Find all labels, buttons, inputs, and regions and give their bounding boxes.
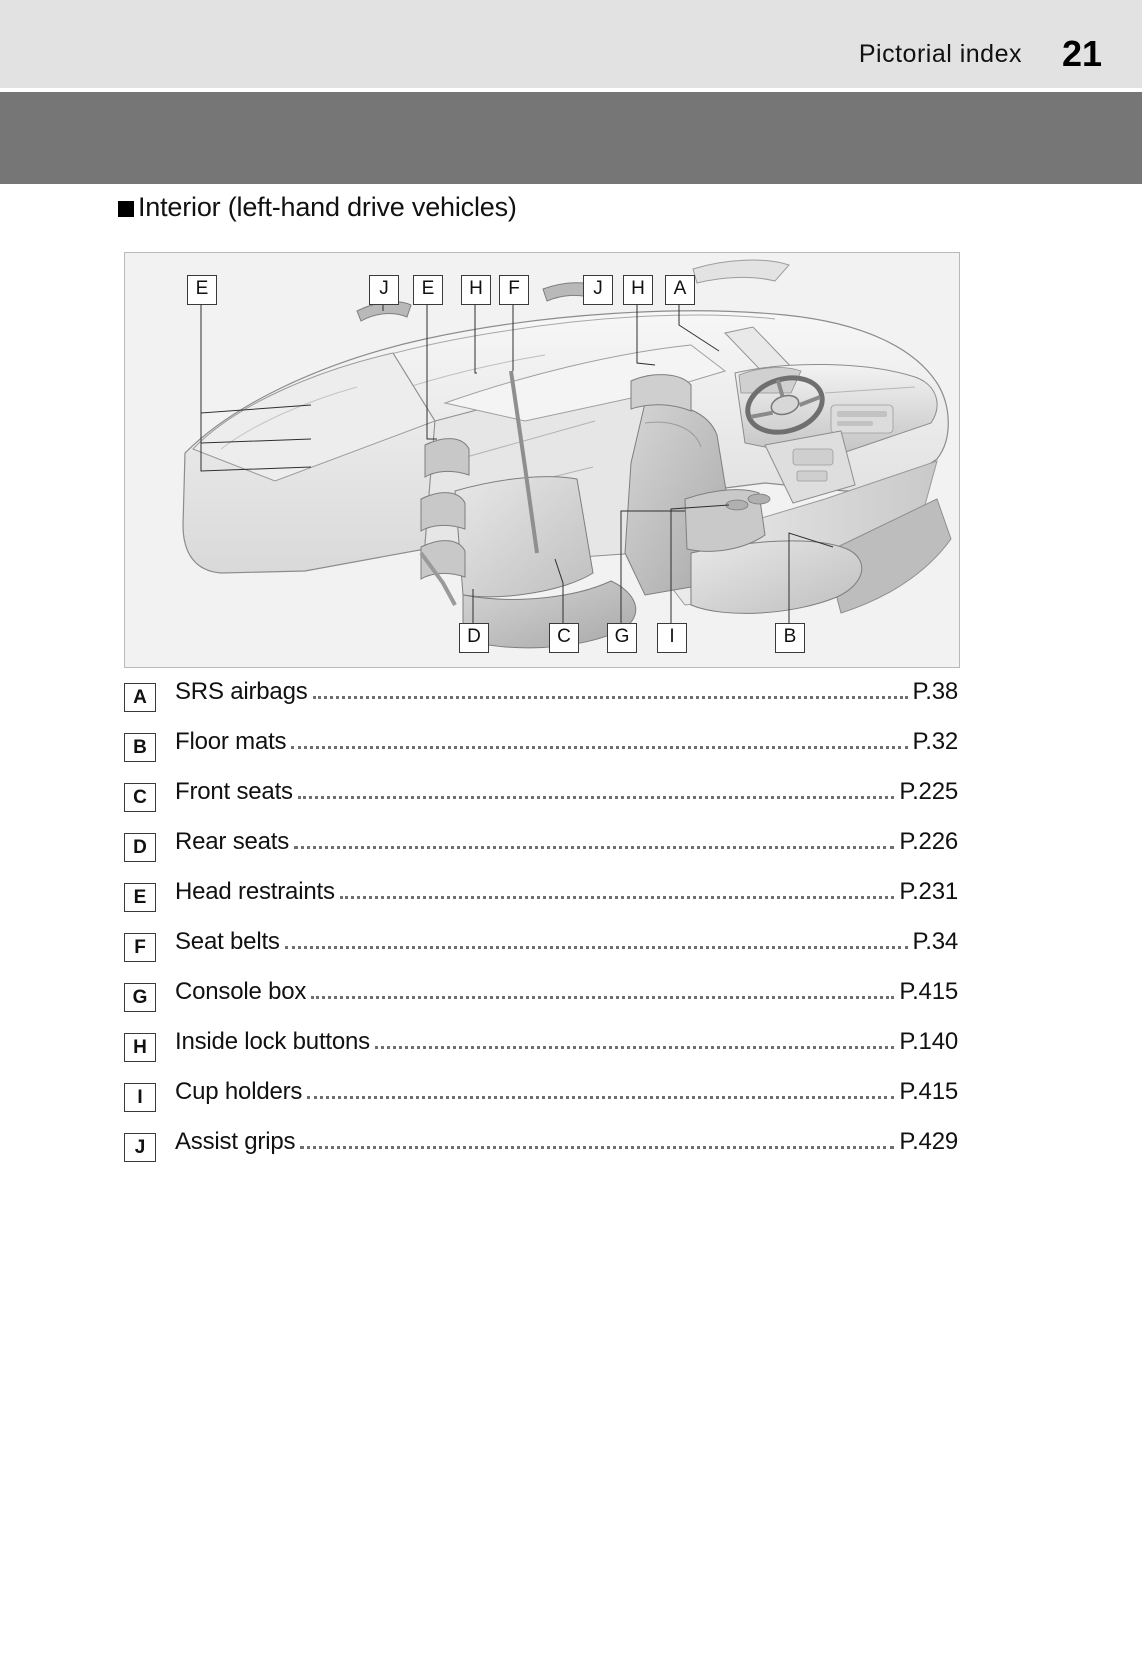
chapter-color-band (0, 92, 1142, 184)
car-interior-drawing (125, 253, 959, 667)
callout-d-1: D (459, 623, 489, 653)
legend-letter-d: D (124, 833, 156, 862)
legend-leader-dots (298, 780, 895, 799)
legend-letter-g: G (124, 983, 156, 1012)
legend-item[interactable] (124, 728, 958, 778)
legend-page-h[interactable]: P.140 (899, 1028, 958, 1055)
callout-b-1: B (775, 623, 805, 653)
legend-page-i[interactable]: P.415 (899, 1078, 958, 1105)
callout-e-top-left: E (187, 275, 217, 305)
callout-g-1: G (607, 623, 637, 653)
legend-leader-dots (300, 1130, 894, 1149)
legend-letter-j: J (124, 1133, 156, 1162)
callout-f-1: F (499, 275, 529, 305)
callout-j-2: J (583, 275, 613, 305)
legend-letter-i: I (124, 1083, 156, 1112)
legend-leader-dots (285, 930, 908, 949)
legend-item[interactable] (124, 978, 958, 1028)
legend-label-b: Floor mats (175, 728, 287, 755)
legend-label-c: Front seats (175, 778, 293, 805)
callout-e-2: E (413, 275, 443, 305)
legend-leader-dots (307, 1080, 894, 1099)
callout-j-1: J (369, 275, 399, 305)
legend-item[interactable] (124, 1078, 958, 1128)
legend-page-j[interactable]: P.429 (899, 1128, 958, 1155)
section-heading (118, 192, 517, 223)
page-number: 21 (1061, 33, 1102, 74)
legend-label-f: Seat belts (175, 928, 280, 955)
legend-label-i: Cup holders (175, 1078, 303, 1105)
page-header-title: Pictorial index (858, 40, 1022, 68)
interior-illustration (124, 252, 960, 668)
legend-page-d[interactable]: P.226 (899, 828, 958, 855)
legend-item[interactable] (124, 678, 958, 728)
legend-leader-dots (291, 730, 907, 749)
legend-letter-c: C (124, 783, 156, 812)
callout-h-1: H (461, 275, 491, 305)
legend-item[interactable] (124, 1128, 958, 1178)
section-heading-label: Interior (left-hand drive vehicles) (138, 192, 517, 222)
legend-label-g: Console box (175, 978, 307, 1005)
callout-i-1: I (657, 623, 687, 653)
legend-letter-b: B (124, 733, 156, 762)
legend-letter-h: H (124, 1033, 156, 1062)
legend-page-e[interactable]: P.231 (899, 878, 958, 905)
legend-page-a[interactable]: P.38 (912, 678, 958, 705)
legend-leader-dots (313, 680, 908, 699)
legend-page-b[interactable]: P.32 (912, 728, 958, 755)
legend-page-f[interactable]: P.34 (912, 928, 958, 955)
legend-list (124, 678, 958, 1178)
legend-item[interactable] (124, 928, 958, 978)
legend-page-g[interactable]: P.415 (899, 978, 958, 1005)
callout-c-1: C (549, 623, 579, 653)
legend-letter-e: E (124, 883, 156, 912)
legend-label-d: Rear seats (175, 828, 290, 855)
legend-item[interactable] (124, 778, 958, 828)
legend-label-a: SRS airbags (175, 678, 308, 705)
callout-a-1: A (665, 275, 695, 305)
legend-leader-dots (294, 830, 894, 849)
legend-leader-dots (311, 980, 894, 999)
legend-label-j: Assist grips (175, 1128, 296, 1155)
square-bullet-icon (118, 201, 134, 217)
legend-letter-f: F (124, 933, 156, 962)
legend-page-c[interactable]: P.225 (899, 778, 958, 805)
legend-item[interactable] (124, 828, 958, 878)
callout-h-2: H (623, 275, 653, 305)
legend-letter-a: A (124, 683, 156, 712)
legend-item[interactable] (124, 1028, 958, 1078)
legend-label-e: Head restraints (175, 878, 335, 905)
legend-label-h: Inside lock buttons (175, 1028, 370, 1055)
legend-leader-dots (375, 1030, 894, 1049)
legend-item[interactable] (124, 878, 958, 928)
legend-leader-dots (340, 880, 895, 899)
